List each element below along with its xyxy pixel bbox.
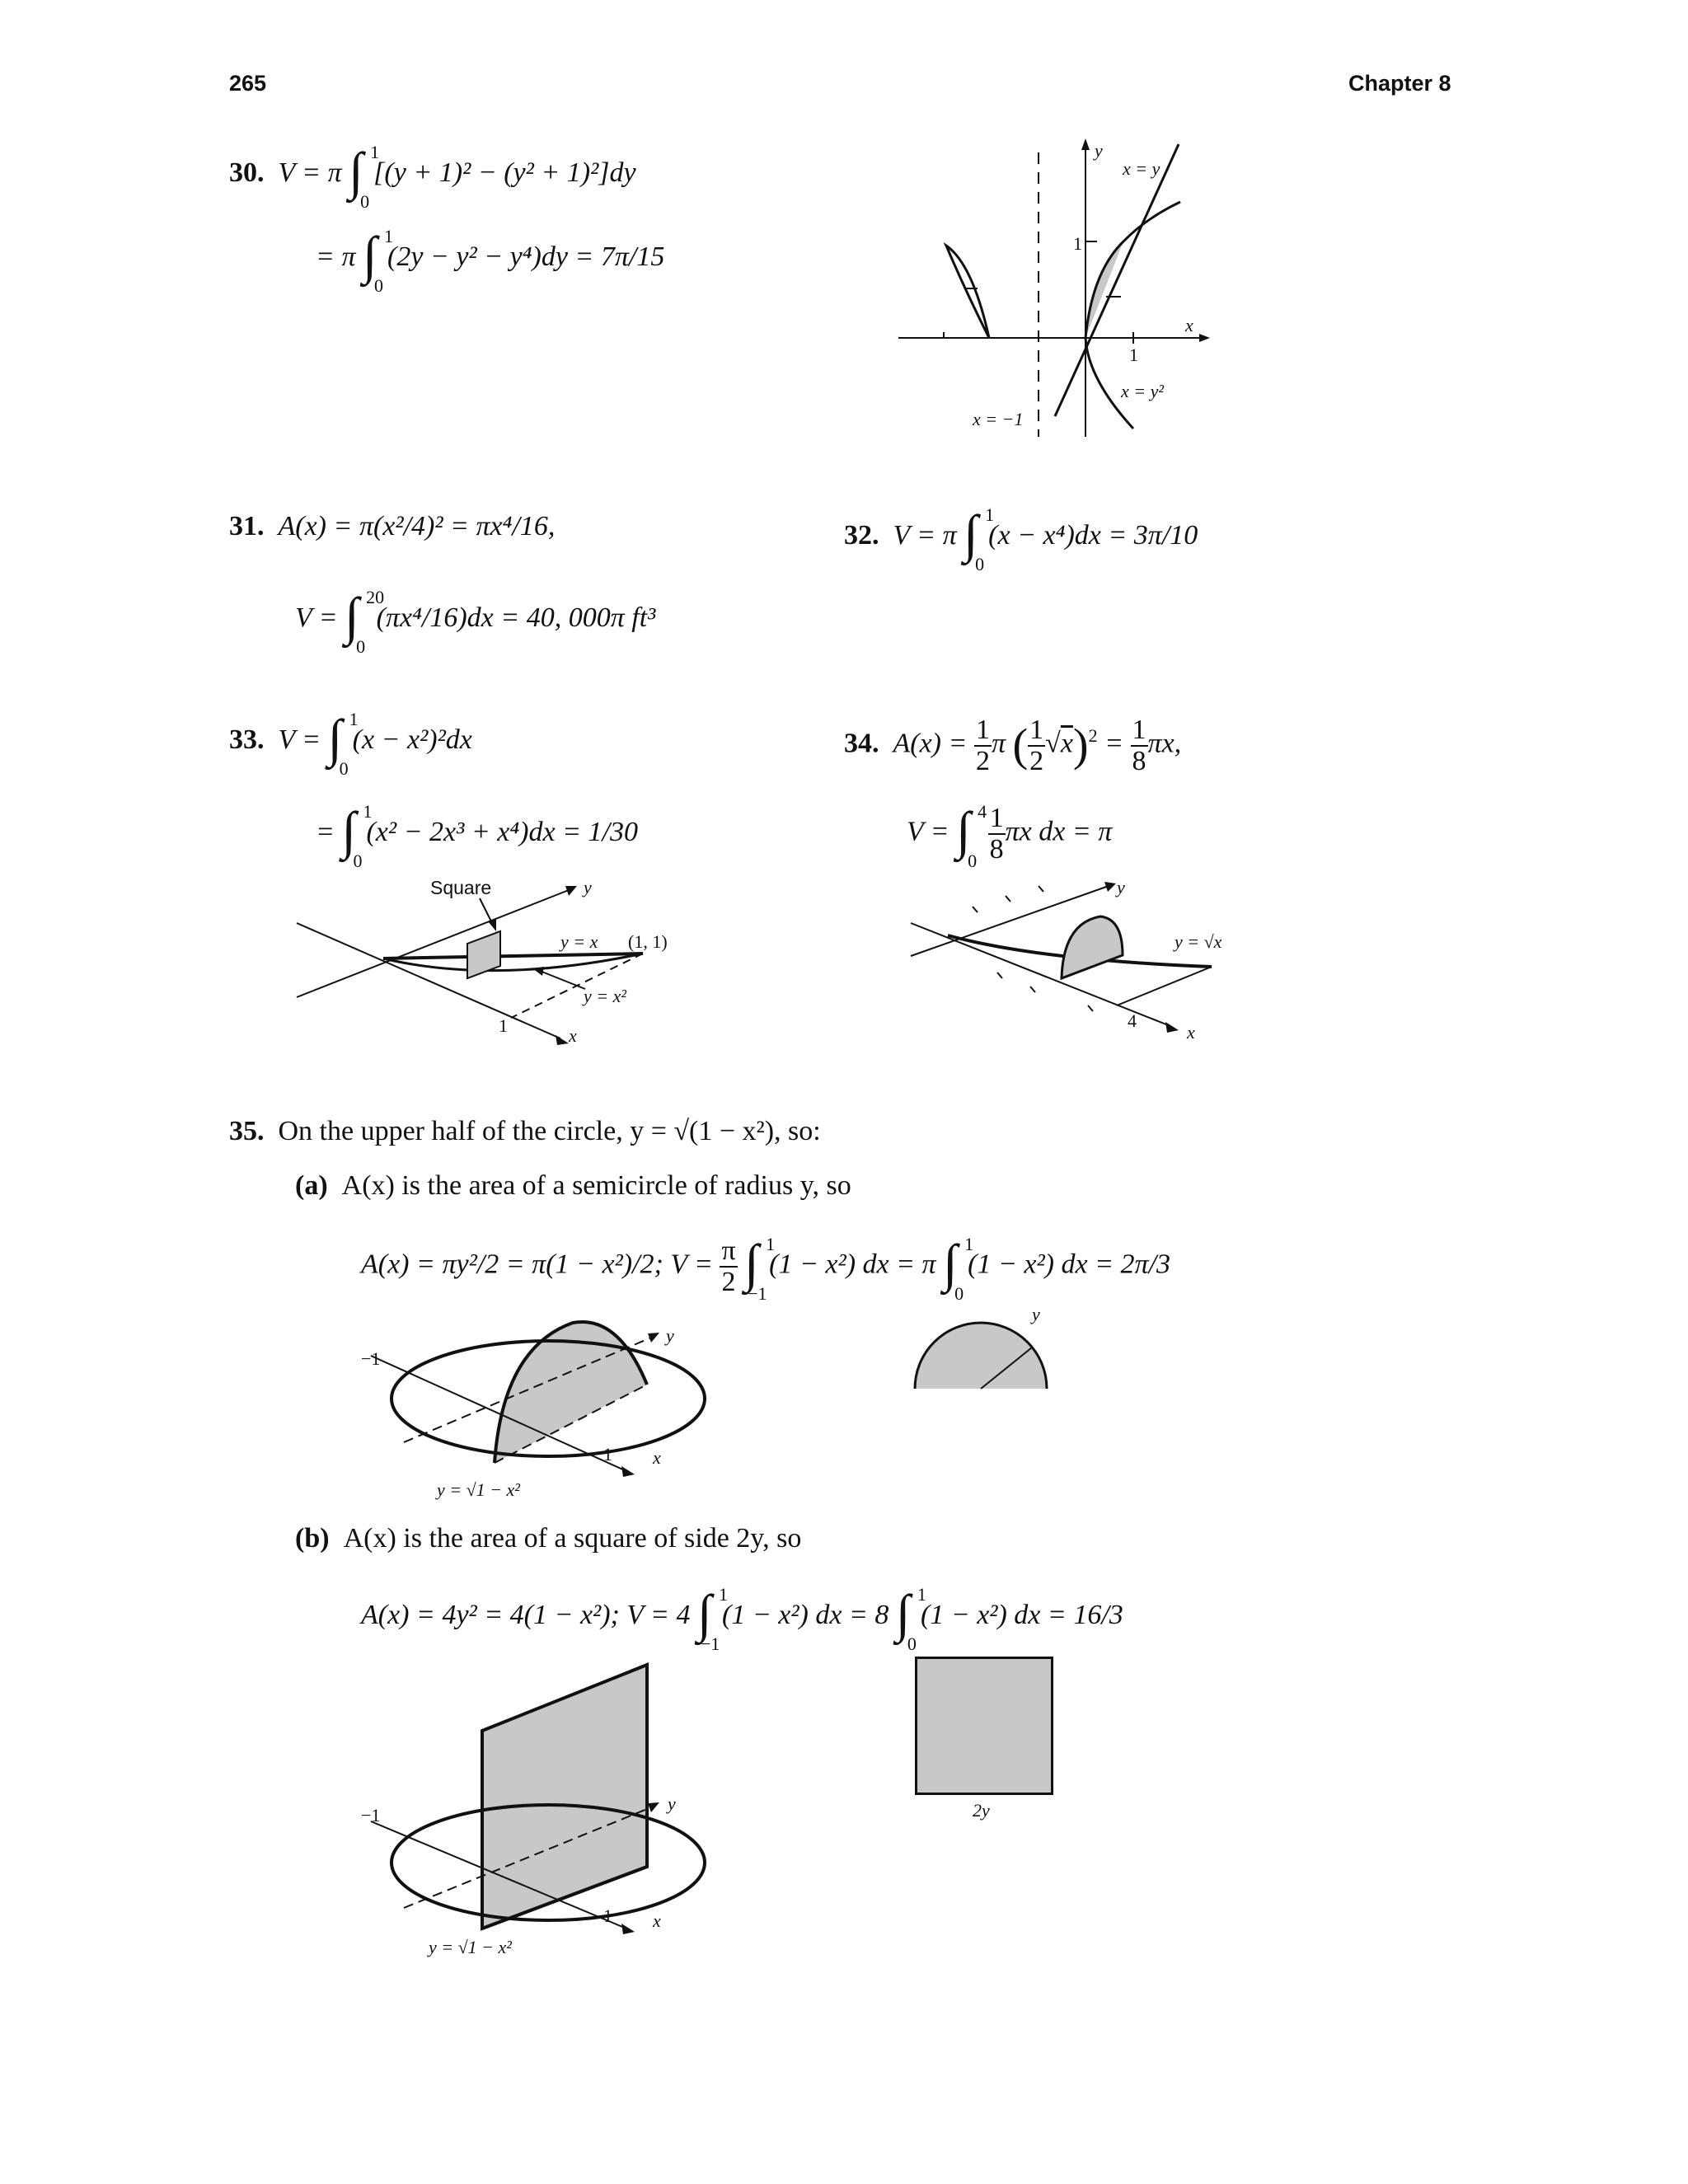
integrand: (x − x²)²dx [352,724,472,755]
part-a-heading [295,1170,851,1202]
label-curve-2: x = y² [1121,381,1164,401]
intro-text: On the upper half of the circle, y = √(1 − x²), so: [278,1116,821,1146]
part-label: (b) [295,1523,330,1554]
part-b-text: A(x) is the area of a square of side 2y, so [343,1523,802,1554]
curve-y-equals-x [383,954,643,958]
label-minus-1: −1 [361,1348,381,1369]
label-y: y [1117,877,1125,898]
label-one: 1 [603,1905,612,1926]
integral-sign: ∫ [345,587,359,645]
integral-sign: ∫ [362,226,377,284]
label-x: x [569,1025,577,1046]
integral-sign: ∫ [327,709,343,767]
problem-number: 32. [844,519,879,551]
formula-part: (1 − x²) dx = 2π/3 [968,1249,1171,1280]
label-y: y [668,1793,676,1814]
integral-sign: ∫ [964,504,978,563]
tick [997,972,1002,978]
integral-sign: ∫ [943,1233,958,1292]
tick [1006,896,1010,902]
page-number: 265 [229,71,267,96]
part-a-text: A(x) is the area of a semicircle of radius y, so [341,1170,851,1201]
integral-sign: ∫ [895,1584,911,1643]
fraction: $\frac{1}{2}$ [975,715,990,776]
integrand: (πx⁴/16)dx = 40, 000π ft³ [376,602,656,633]
curve-pointer [540,971,585,989]
upper-limit: 1 [917,1584,926,1605]
figure-30 [890,132,1220,445]
problem-34-line2: V = ∫ 4 0 $\frac{1}{8}$ πx dx = π [907,800,1113,871]
semicircle-cross-section [1062,916,1123,978]
y-axis-arrow-icon [565,886,577,896]
lower-limit: 0 [907,1633,917,1654]
x-axis-arrow-icon [1165,1022,1179,1033]
label-tick: 1 [499,1015,508,1036]
problem-31-line1 [229,511,555,542]
formula-part: A(x) = πy²/2 = π(1 − x²)/2; V = [361,1249,713,1280]
problem-number: 30. [229,157,265,188]
square-cross-section [482,1665,647,1929]
lower-limit: 0 [339,758,349,779]
figure-33 [288,874,684,1063]
integral-sign: ∫ [696,1584,712,1643]
upper-limit: 1 [383,226,393,246]
upper-limit: 1 [718,1584,728,1605]
area-formula: A(x) = π(x²/4)² = πx⁴/16, [278,511,556,541]
label-curve-1: y = x [560,931,598,952]
integral-sign: ∫ [341,801,356,860]
tick [1030,987,1035,992]
upper-limit: 1 [349,709,359,729]
label-x: x [653,1447,661,1468]
square-pointer [480,898,492,923]
label-square: Square [430,877,492,898]
formula-part: A(x) = 4y² = 4(1 − x²); V = 4 [361,1599,691,1630]
figure-35a-solid [354,1298,701,1496]
curve-x-equals-y [1055,144,1179,416]
label-minus-1: −1 [361,1805,381,1825]
integrand: (x − x⁴)dx = 3π/10 [988,519,1198,551]
integral-sign: ∫ [956,800,971,860]
problem-number: 35. [229,1116,265,1146]
lower-limit: 0 [356,636,366,657]
x-axis-arrow-icon [621,1466,635,1477]
label-curve-2: y = x² [584,986,626,1006]
lower-limit: −1 [748,1282,767,1304]
shaded-region [1085,241,1123,338]
lower-limit: 0 [954,1282,964,1304]
label-y: y [1095,140,1103,161]
fraction: $\frac{1}{2}$ [1029,715,1044,776]
formula-part: (1 − x²) dx = 16/3 [920,1599,1123,1630]
tick [1088,1005,1093,1011]
upper-limit: 4 [978,800,987,822]
x-axis-arrow-icon [1199,334,1210,342]
problem-33-line2: = ∫ 1 0 (x² − 2x³ + x⁴)dx = 1/30 [316,801,638,871]
label-x: x [653,1910,661,1931]
fraction: $\frac{1}{8}$ [1132,715,1146,776]
label-curve: y = √1 − x² [437,1479,520,1500]
problem-number: 34. [844,728,879,759]
problem-35-intro [229,1116,821,1147]
x-axis-arrow-icon [556,1035,569,1045]
reflected-region [946,246,989,338]
label-x: x [1187,1022,1195,1043]
y-axis-arrow-icon [1104,882,1116,892]
label-y: y [1032,1304,1040,1324]
upper-limit: 1 [363,801,373,822]
formula-part: (1 − x²) dx = π [769,1249,936,1280]
lower-limit: 0 [353,851,363,871]
label-curve-1: x = y [1123,158,1160,179]
y-axis-arrow-icon [648,1802,659,1812]
problem-30-line1: 30. V = π ∫ 1 0 [(y + 1)² − (y² + 1)²]dy [229,142,636,212]
figure-35b-solid [354,1657,701,1937]
problem-30-line2: = π ∫ 1 0 (2y − y² − y⁴)dy = 7π/15 [316,226,665,296]
label-point: (1, 1) [628,931,668,952]
label-y: y [584,877,592,898]
upper-limit: 1 [985,504,995,525]
formula-part: (1 − x²) dx = 8 [722,1599,889,1630]
y-axis [297,890,569,997]
problem-34-line1: 34. A(x) = $\frac{1}{2}$ π ( $\frac{1}{2}$ √x)$^2$ = $\frac{1}{8}$ πx, [844,715,1182,776]
problem-number: 31. [229,511,265,541]
fraction: $\frac{\pi}{2}$ [721,1235,736,1297]
problem-32: 32. V = π ∫ 1 0 (x − x⁴)dx = 3π/10 [844,504,1198,574]
base-edge [1117,967,1212,1005]
part-label: (a) [295,1170,328,1201]
problem-33-line1: 33. V = ∫ 1 0 (x − x²)²dx [229,709,472,779]
fraction: $\frac{1}{8}$ [989,803,1004,865]
lower-limit: 0 [975,554,985,574]
integrand: πx dx = π [1005,816,1113,847]
tick [1039,886,1043,892]
tick [973,907,978,912]
lower-limit: −1 [700,1633,720,1654]
lower-limit: 0 [373,275,383,296]
problem-number: 33. [229,724,265,755]
label-line: x = −1 [973,409,1024,429]
problem-31-line2: V = ∫ 20 0 (πx⁴/16)dx = 40, 000π ft³ [295,587,656,657]
label-side: 2y [973,1800,990,1821]
integrand: [(y + 1)² − (y² + 1)²]dy [373,157,636,188]
y-axis-arrow-icon [1081,138,1090,150]
upper-limit: 1 [766,1233,776,1254]
upper-limit: 20 [366,587,385,607]
semicircle-fill [915,1323,1047,1389]
figure-35b-square [915,1657,1053,1795]
upper-limit: 1 [964,1233,974,1254]
label-curve: y = √x [1175,931,1222,952]
figure-34 [907,874,1253,1038]
lower-limit: 0 [968,850,978,871]
label-tick-1y: 1 [1073,233,1082,254]
part-b-heading [295,1523,801,1554]
chapter-label: Chapter 8 [1348,71,1451,96]
label-one: 1 [603,1444,612,1465]
label-y: y [666,1325,674,1346]
integral-sign: ∫ [349,142,363,200]
integrand: (2y − y² − y⁴)dy = 7π/15 [387,241,665,272]
part-b-formula [361,1584,1123,1654]
label-tick-1: 1 [1129,344,1138,365]
x-axis [297,923,560,1038]
upper-limit: 1 [370,142,380,162]
label-tick: 4 [1128,1010,1137,1031]
label-x: x [1185,315,1193,335]
integral-sign: ∫ [744,1233,759,1292]
x-axis-arrow-icon [621,1924,635,1934]
lower-limit: 0 [360,191,370,212]
integrand: (x² − 2x³ + x⁴)dx = 1/30 [366,816,638,847]
figure-35a-semicircle [907,1306,1071,1393]
y-axis-arrow-icon [648,1333,659,1343]
part-a-formula [361,1233,1171,1304]
label-curve: y = √1 − x² [429,1937,512,1957]
